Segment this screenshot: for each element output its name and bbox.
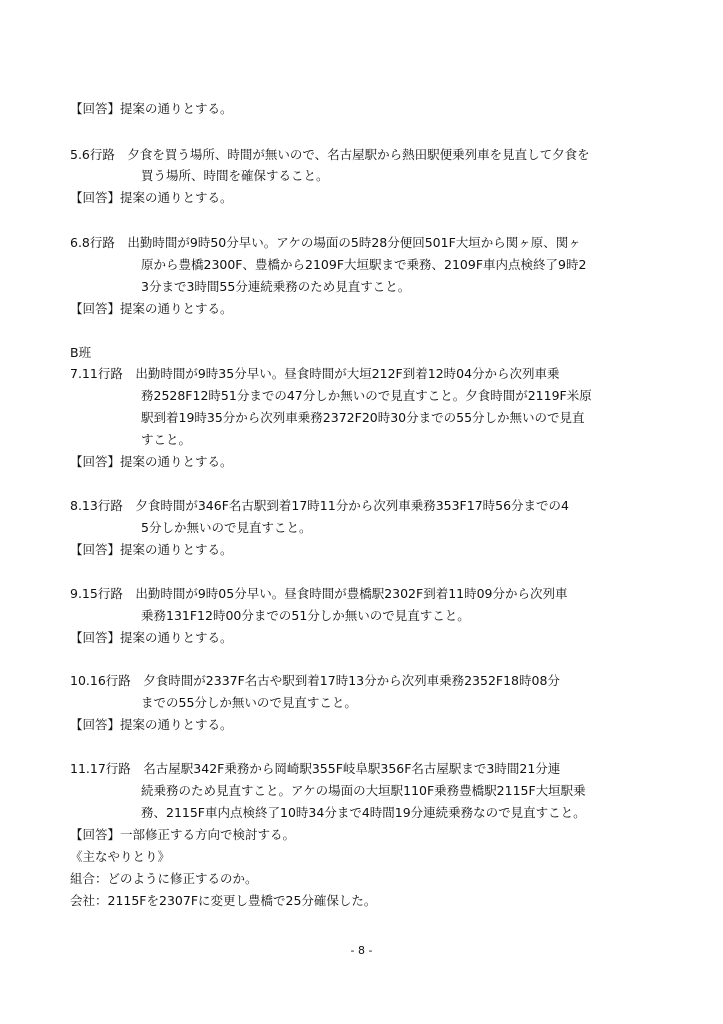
item-5-line: 5.6行路 夕食を買う場所、時間が無いので、名古屋駅から熱田駅便乗列車を見直して夕食を (70, 147, 590, 162)
item-7-continuation: すこと。 (141, 432, 192, 447)
item-7-continuation: 駅到着19時35分から次列車乗務2372F20時30分までの55分しか無いので見直 (141, 410, 585, 425)
item-6-continuation: 原から豊橋2300F、豊橋から2109F大垣駅まで乗務、2109F車内点検終了9時2 (141, 257, 587, 272)
item-8-line: 8.13行路 夕食時間が346F名古駅到着17時11分から次列車乗務353F17時56分までの4 (70, 498, 570, 513)
exchange-heading: 《主なやりとり》 (70, 849, 171, 864)
answer-line: 【回答】提案の通りとする。 (70, 630, 233, 645)
item-7-line: 7.11行路 出勤時間が9時35分早い。昼食時間が大垣212F到着12時04分から次列車乗 (70, 366, 560, 381)
item-6-continuation: 3分まで3時間55分連続乗務のため見直すこと。 (141, 279, 411, 294)
answer-line: 【回答】提案の通りとする。 (70, 301, 233, 316)
answer-line: 【回答】提案の通りとする。 (70, 190, 233, 205)
group-heading: B班 (70, 345, 92, 360)
item-6-line: 6.8行路 出勤時間が9時50分早い。アケの場面の5時28分便回501F大垣から関ヶ原、関ヶ (70, 235, 581, 250)
answer-line: 【回答】提案の通りとする。 (70, 454, 233, 469)
answer-line: 【回答】一部修正する方向で検討する。 (70, 827, 296, 842)
company-remark: 会社：2115Fを2307Fに変更し豊橋で25分確保した。 (70, 893, 377, 908)
item-11-continuation: 務、2115F車内点検終了10時34分まで4時間19分連続乗務なので見直すこと。 (141, 805, 586, 820)
union-remark: 組合：どのように修正するのか。 (70, 871, 258, 886)
answer-line: 【回答】提案の通りとする。 (70, 101, 233, 116)
answer-line: 【回答】提案の通りとする。 (70, 717, 233, 732)
item-11-line: 11.17行路 名古屋駅342F乗務から岡崎駅355F岐阜駅356F名古屋駅まで3時間21分連 (70, 761, 561, 776)
item-7-continuation: 務2528F12時51分までの47分しか無いので見直すこと。夕食時間が2119F米原 (141, 388, 592, 403)
answer-line: 【回答】提案の通りとする。 (70, 542, 233, 557)
item-11-continuation: 続乗務のため見直すこと。アケの場面の大垣駅110F乗務豊橋駅2115F大垣駅乗 (141, 783, 586, 798)
item-5-continuation: 買う場所、時間を確保すること。 (141, 168, 329, 183)
item-9-continuation: 乗務131F12時00分までの51分しか無いので見直すこと。 (141, 608, 470, 623)
item-9-line: 9.15行路 出勤時間が9時05分早い。昼食時間が豊橋駅2302F到着11時09分から次列車 (70, 586, 568, 601)
item-10-continuation: までの55分しか無いので見直すこと。 (141, 695, 357, 710)
page-number: - 8 - (350, 944, 373, 957)
item-10-line: 10.16行路 夕食時間が2337F名古や駅到着17時13分から次列車乗務2352F18時08分 (70, 673, 560, 688)
item-8-continuation: 5分しか無いので見直すこと。 (141, 520, 312, 535)
